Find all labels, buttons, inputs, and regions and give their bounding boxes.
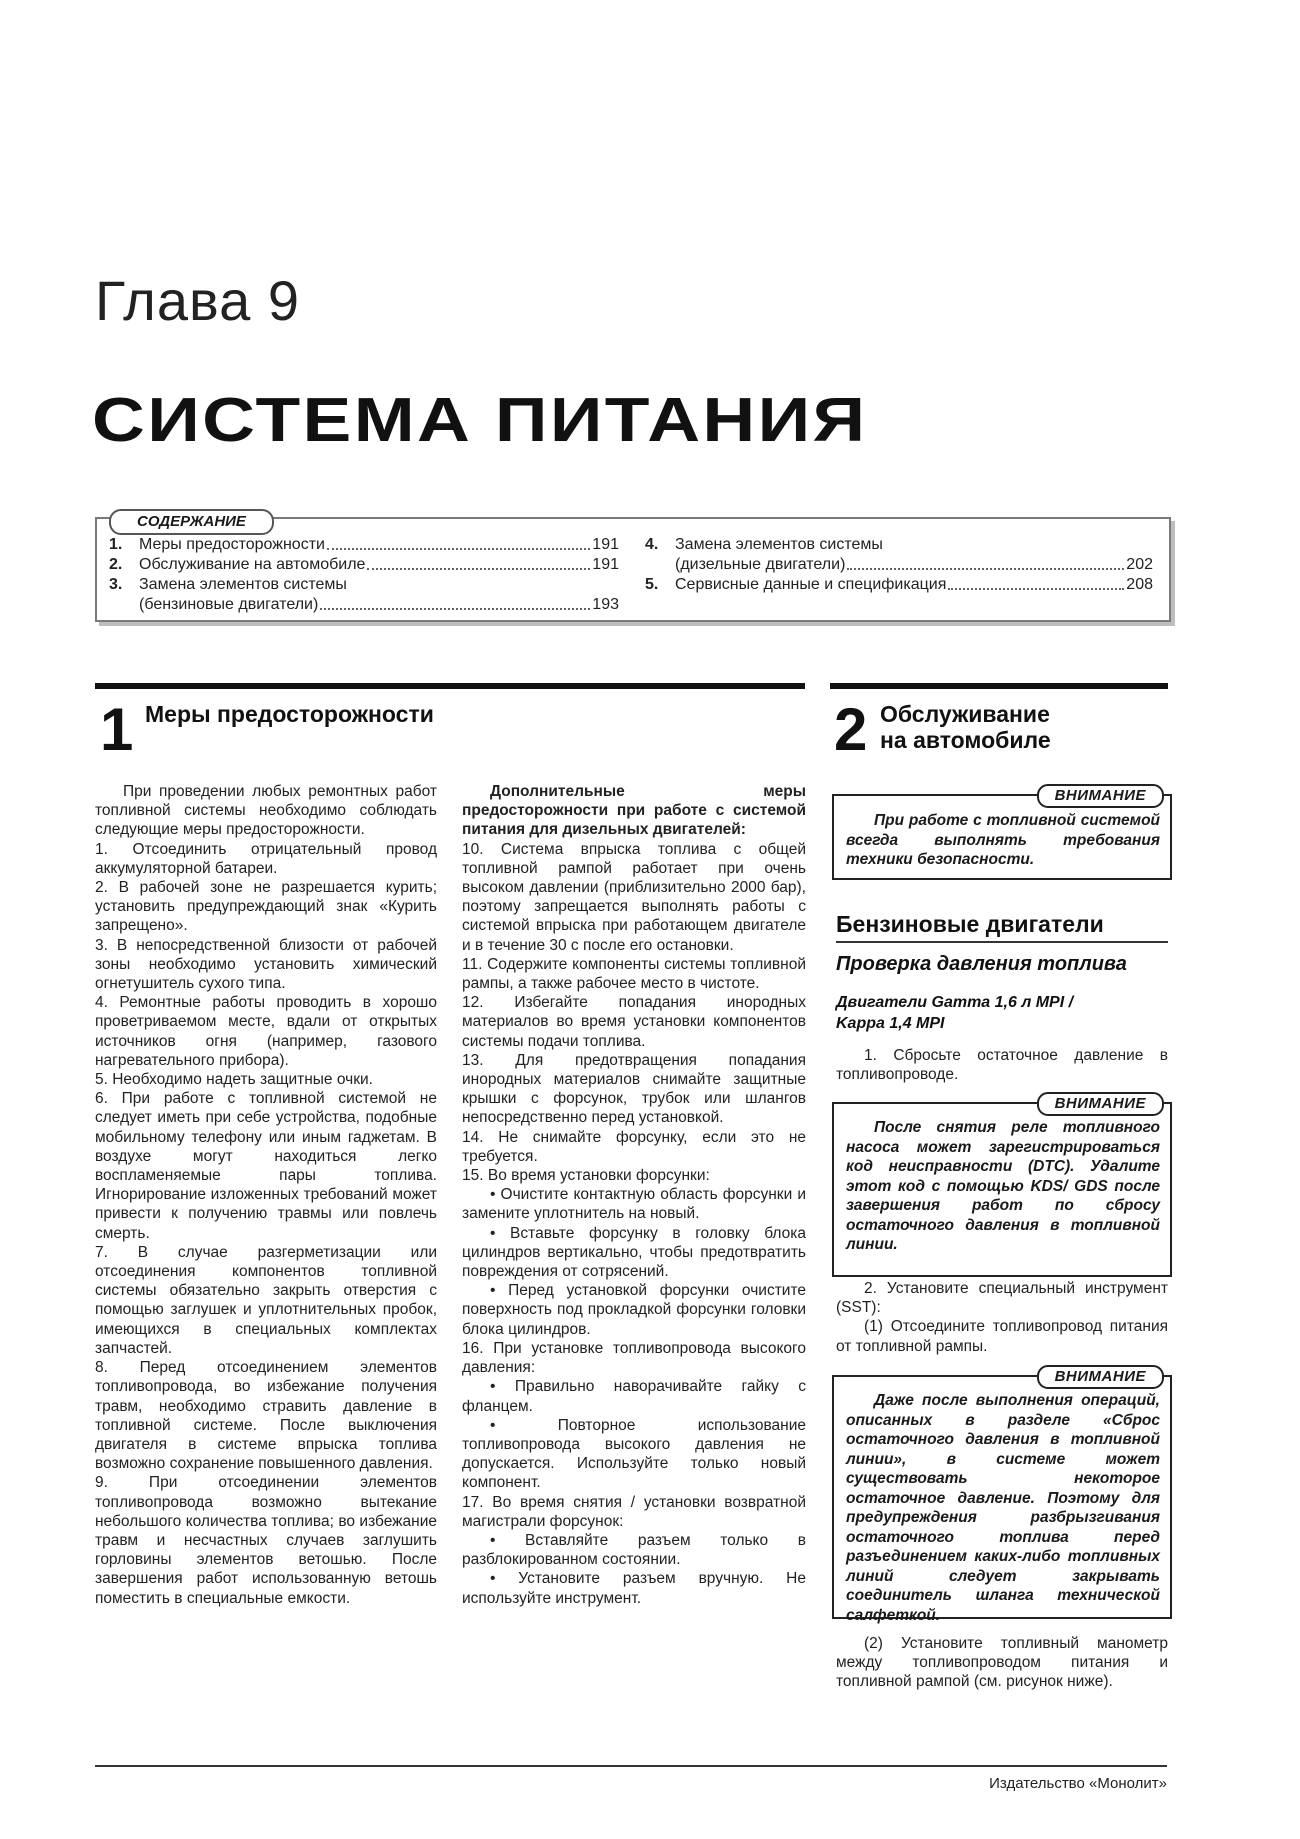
chapter-label: Глава 9: [95, 269, 300, 332]
paragraph: 7. В случае разгерметизации или отсоединения компонентов топливной системы обязательно закрыть отверстия с помощью заглушек и уплотнительных пробок, имеющихся в специальных комплектах запчастей.: [95, 1243, 437, 1357]
paragraph: 8. Перед отсоединением элементов топливопровода, во избежание получения травм, необходимо стравить давление в топливной системе. После выключения двигателя в системе впрыска топлива возможно сохранение повышенного давления.: [95, 1359, 437, 1473]
toc-column-right: [645, 535, 1153, 595]
bullet-item: • Повторное использование топливопровода высокого давления не допускается. Используйте только новый компонент.: [462, 1416, 806, 1492]
section1-number: 1: [100, 696, 134, 763]
paragraph: 14. Не снимайте форсунку, если это не требуется.: [462, 1128, 806, 1165]
bullet-item: • Установите разъем вручную. Не используйте инструмент.: [462, 1570, 806, 1607]
warning-tag: ВНИМАНИЕ: [1037, 1092, 1164, 1116]
paragraph: При проведении любых ремонтных работ топливной системы необходимо соблюдать следующие меры предосторожности.: [95, 783, 437, 839]
bullet-item: • Очистите контактную область форсунки и замените уплотнитель на новый.: [462, 1186, 806, 1223]
toc-item-continuation[interactable]: (бензиновые двигатели) 193: [139, 596, 619, 613]
paragraph: 4. Ремонтные работы проводить в хорошо проветриваемом месте, вдали от открытых источников огня (например, газового нагревательного прибора).: [95, 994, 437, 1069]
paragraph: 12. Избегайте попадания инородных материалов во время установки компонентов системы подачи топлива.: [462, 994, 806, 1050]
toc-item[interactable]: 4. Замена элементов системы: [645, 536, 883, 553]
bullet-item: • Вставляйте разъем только в разблокированном состоянии.: [462, 1531, 806, 1569]
subheading-petrol-engines: Бензиновые двигатели: [836, 911, 1104, 937]
step-2-2: (2) Установите топливный манометр между топливопроводом питания и топливной рампой (см. рисунок ниже).: [836, 1635, 1168, 1691]
section1-rule: [95, 683, 805, 689]
toc-item[interactable]: 5. Сервисные данные и спецификация 208: [645, 576, 1153, 593]
section1-column1: [95, 782, 437, 1608]
warning-tag: ВНИМАНИЕ: [1037, 1365, 1164, 1389]
warning-note: [832, 787, 1172, 880]
footer-rule: [95, 1765, 1167, 1767]
warning-text: После снятия реле топливного насоса может зарегистрироваться код неисправности (DTC). Удалите этот код с помощью KDS/ GDS после завершения работ по сбросу остаточного давления в топливной линии.: [846, 1119, 1160, 1253]
warning-note: [832, 1095, 1172, 1277]
paragraph: 11. Содержите компоненты системы топливной рампы, а также рабочее место в чистоте.: [462, 955, 806, 993]
toc-item[interactable]: 2. Обслуживание на автомобиле 191: [109, 556, 619, 573]
subheading-fuel-pressure: Проверка давления топлива: [836, 953, 1127, 975]
step-1: 1. Сбросьте остаточное давление в топливопроводе.: [836, 1047, 1168, 1084]
paragraph: 1. Отсоединить отрицательный провод аккумуляторной батареи.: [95, 840, 437, 877]
paragraph: 10. Система впрыска топлива с общей топливной рампой работает при очень высоком давлении (приблизительно 2000 бар), поэтому запрещается выполнять работы с системой впрыска при работающем двигателе и в течение 30 с после его остановки.: [462, 840, 806, 954]
warning-text: Даже после выполнения операций, описанных в разделе «Сброс остаточного давления в топливной линии», в системе может существовать некоторое остаточное давление. Поэтому для предупреждения разбрызгивания остаточного топлива перед разъединением каких-либо топливных линий следует закрывать соединитель шланга технической салфеткой.: [846, 1392, 1160, 1624]
toc-item-continuation[interactable]: (дизельные двигатели) 202: [675, 556, 1153, 573]
step-2: 2. Установите специальный инструмент (SST): (1) Отсоедините топливопровод питания от топливной рампы.: [836, 1280, 1168, 1355]
subheading-engines: Двигатели Gamma 1,6 л MPI / Kappa 1,4 MPI: [836, 994, 1074, 1032]
subsection-heading: Дополнительные меры предосторожности при работе с системой питания для дизельных двигателей:: [462, 783, 806, 839]
toc-item[interactable]: 1. Меры предосторожности 191: [109, 536, 619, 553]
section1-column2: [462, 782, 806, 1608]
paragraph: 16. При установке топливопровода высокого давления:: [462, 1339, 806, 1377]
paragraph: 9. При отсоединении элементов топливопровода возможно вытекание небольшого количества топлива; во избежание травм и несчастных случаев заглушить горловины элементов ветошью. После завершения работ использованную ветошь поместить в специальные емкости.: [95, 1474, 437, 1607]
paragraph: 13. Для предотвращения попадания инородных материалов снимайте защитные крышки с форсунок, трубок или шлангов непосредственно перед установкой.: [462, 1051, 806, 1127]
section1-title: Меры предосторожности: [145, 701, 434, 727]
section2-number: 2: [834, 696, 868, 763]
subheading-rule: [836, 941, 1168, 943]
bullet-item: • Правильно наворачивайте гайку с фланцем.: [462, 1378, 806, 1415]
toc-item[interactable]: 3. Замена элементов системы: [109, 576, 347, 593]
paragraph: 6. При работе с топливной системой не следует иметь при себе устройства, подобные мобильному телефону или иным гаджетам. В воздухе могут находиться легко воспламеняемые пары топлива. Игнорирование изложенных требований может привести к получению травмы или повлечь смерть.: [95, 1090, 437, 1242]
paragraph: 17. Во время снятия / установки возвратной магистрали форсунок:: [462, 1493, 806, 1530]
table-of-contents: [95, 513, 1171, 622]
paragraph: 2. В рабочей зоне не разрешается курить; установить предупреждающий знак «Курить запрещено».: [95, 879, 437, 935]
warning-text: При работе с топливной системой всегда выполнять требования техники безопасности.: [846, 812, 1160, 868]
paragraph: 5. Необходимо надеть защитные очки.: [95, 1071, 373, 1089]
chapter-title: СИСТЕМА ПИТАНИЯ: [92, 386, 868, 455]
warning-note: [832, 1368, 1172, 1624]
toc-column-left: [109, 535, 619, 615]
toc-tab: СОДЕРЖАНИЕ: [109, 509, 274, 535]
paragraph: 3. В непосредственной близости от рабочей зоны необходимо установить химический огнетушитель сухого типа.: [95, 936, 437, 993]
section2-title: Обслуживание на автомобиле: [880, 701, 1051, 753]
bullet-item: • Вставьте форсунку в головку блока цилиндров вертикально, чтобы предотвратить повреждения от сотрясений.: [462, 1224, 806, 1281]
bullet-item: • Перед установкой форсунки очистите поверхность под прокладкой форсунки головки блока цилиндров.: [462, 1282, 806, 1338]
warning-tag: ВНИМАНИЕ: [1037, 784, 1164, 808]
section2-rule: [830, 683, 1168, 689]
publisher-footer: Издательство «Монолит»: [989, 1775, 1167, 1792]
paragraph: 15. Во время установки форсунки:: [462, 1167, 710, 1185]
